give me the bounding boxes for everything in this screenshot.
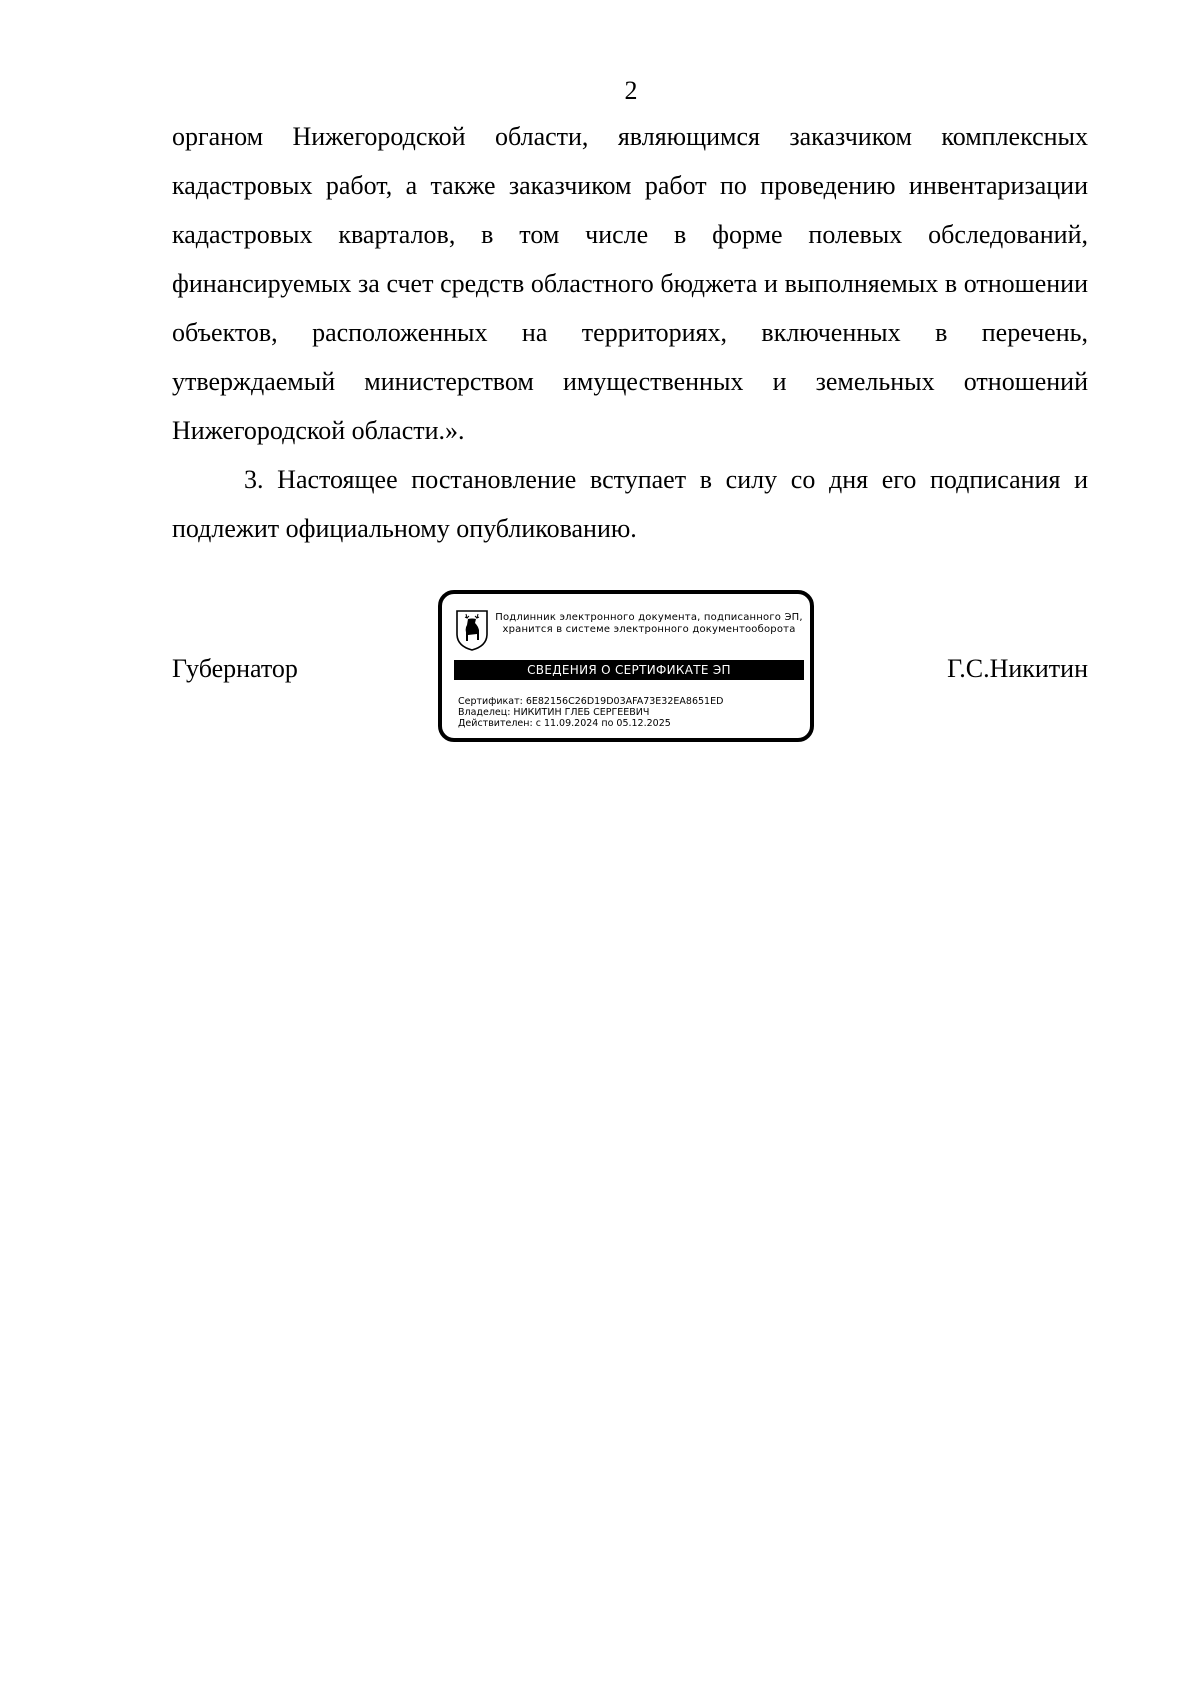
stamp-caption-line-2: хранится в системе электронного документооборота: [502, 624, 796, 635]
deer-emblem-icon: [454, 608, 490, 652]
electronic-signature-stamp: [438, 590, 814, 742]
stamp-caption-line-1: Подлинник электронного документа, подписанного ЭП,: [495, 612, 803, 623]
stamp-caption: [490, 612, 808, 636]
stamp-certificate-validity: Действителен: с 11.09.2024 по 05.12.2025: [458, 718, 671, 729]
signer-name: Г.С.Никитин: [947, 654, 1088, 683]
signer-position: Губернатор: [172, 654, 298, 683]
page-number: 2: [624, 76, 638, 105]
stamp-certificate-details: [458, 696, 804, 729]
stamp-certificate-number: Сертификат: 6E82156C26D19D03AFA73E32EA8651ED: [458, 696, 724, 707]
stamp-certificate-heading: СВЕДЕНИЯ О СЕРТИФИКАТЕ ЭП: [454, 660, 804, 680]
body-paragraph-effective-date: 3. Настоящее постановление вступает в силу со дня его подписания и подлежит официальному опубликованию.: [172, 465, 1088, 543]
signature-block: [172, 590, 1088, 752]
body-paragraph-continuation: органом Нижегородской области, являющимся заказчиком комплексных кадастровых работ, а также заказчиком работ по проведению инвентаризации кадастровых кварталов, в том числе в форме полевых обследований, финансируемых за счет средств областного бюджета и выполняемых в отношении объектов, расположенных на территориях, включенных в перечень, утверждаемый министерством имущественных и земельных отношений Нижегородской области.».: [172, 122, 1088, 445]
stamp-certificate-owner: Владелец: НИКИТИН ГЛЕБ СЕРГЕЕВИЧ: [458, 707, 650, 718]
document-body: [172, 112, 1088, 553]
